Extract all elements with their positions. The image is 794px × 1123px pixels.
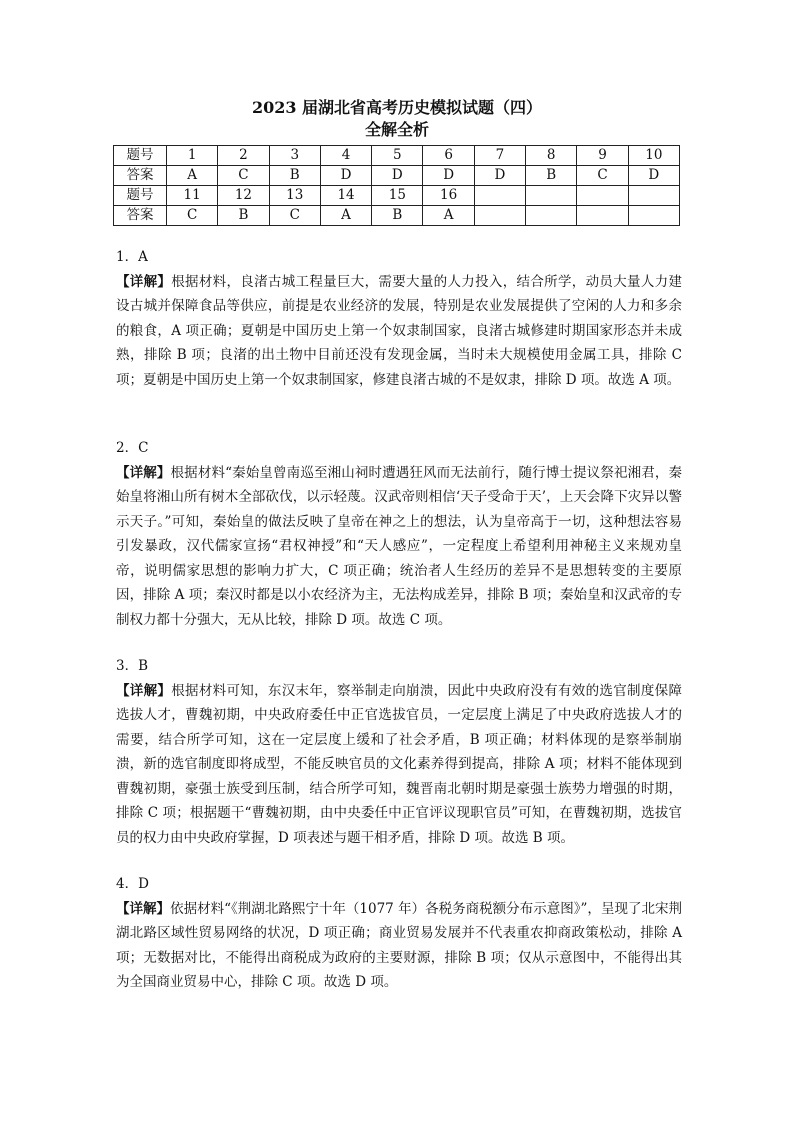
answer-cell: D: [474, 166, 525, 186]
row-label: 答案: [114, 166, 167, 186]
answer-cell: 7: [474, 146, 525, 166]
answer-cell: B: [526, 166, 577, 186]
answer-cell: [577, 206, 628, 226]
answer-table: [113, 145, 680, 226]
answer-cell: D: [320, 166, 371, 186]
answer-cell: B: [218, 206, 269, 226]
answer-cell: 3: [269, 146, 320, 166]
answer-cell: 11: [167, 186, 218, 206]
answer-cell: C: [167, 206, 218, 226]
row-label: 答案: [114, 206, 167, 226]
explanation-text: 根据材料，良渚古城工程量巨大，需要大量的人力投入，结合所学，动员大量人力建设古城并保障食品等供应，前提是农业经济的发展，特别是农业发展提供了空闲的人力和多余的粮食，A 项正确；夏朝是中国历史上第一个奴隶制国家，良渚古城修建时期国家形态并未成熟，排除 B 项；良渚的出土物中目前还没有发现金属，当时未大规模使用金属工具，排除 C 项；夏朝是中国历史上第一个奴隶制国家，修建良渚古城的不是奴隶，排除 D 项。故选 A 项。: [116, 273, 682, 388]
answer-cell: A: [167, 166, 218, 186]
answer-cell: 9: [577, 146, 628, 166]
question-explanation: [116, 270, 682, 393]
answer-cell: [628, 186, 679, 206]
question-explanation: [116, 897, 682, 995]
answer-cell: [628, 206, 679, 226]
explanation-tag: 【详解】: [116, 900, 171, 917]
answer-cell: 6: [423, 146, 474, 166]
question-explanation: [116, 461, 682, 633]
answer-cell: 2: [218, 146, 269, 166]
answer-cell: C: [269, 206, 320, 226]
answer-cell: [526, 206, 577, 226]
answer-cell: A: [320, 206, 371, 226]
answer-cell: 15: [372, 186, 423, 206]
answer-cell: 12: [218, 186, 269, 206]
answer-table-row: [114, 186, 680, 206]
document-title: 2023 届湖北省高考历史模拟试题（四）: [251, 98, 543, 117]
answer-cell: [474, 206, 525, 226]
answer-cell: 16: [423, 186, 474, 206]
answer-cell: D: [628, 166, 679, 186]
answer-cell: 8: [526, 146, 577, 166]
answer-cell: [474, 186, 525, 206]
question-number: 2．C: [116, 440, 149, 456]
explanation-text: 根据材料“秦始皇曾南巡至湘山祠时遭遇狂风而无法前行，随行博士提议祭祀湘君，秦始皇将湘山所有树木全部砍伐，以示轻蔑。汉武帝则相信‘天子受命于天’，上天会降下灾异以警示天子。”可知，秦始皇的做法反映了皇帝在神之上的想法，认为皇帝高于一切，这种想法容易引发暴政，汉代儒家宣扬“君权神授”和“天人感应”，一定程度上希望利用神秘主义来规劝皇帝，说明儒家思想的影响力扩大，C 项正确；统治者人生经历的差异不是思想转变的主要原因，排除 A 项；秦汉时都是以小农经济为主，无法构成差异，排除 B 项；秦始皇和汉武帝的专制权力都十分强大，无从比较，排除 D 项。故选 C 项。: [116, 464, 682, 628]
question-number: 3．B: [116, 658, 149, 674]
answer-cell: D: [372, 166, 423, 186]
document-subtitle: 全解全析: [364, 120, 429, 139]
answer-cell: 1: [167, 146, 218, 166]
answer-cell: 5: [372, 146, 423, 166]
answer-cell: [526, 186, 577, 206]
answer-cell: 4: [320, 146, 371, 166]
answer-table-row: [114, 206, 680, 226]
question-2: [116, 436, 682, 632]
explanation-text: 依据材料“《荆湖北路熙宁十年（1077 年）各税务商税额分布示意图》”，呈现了北宋荆湖北路区域性贸易网络的状况，D 项正确；商业贸易发展并不代表重农抑商政策松动，排除 A 项；无数据对比，不能得出商税成为政府的主要财源，排除 B 项；仅从示意图中，不能得出其为全国商业贸易中心，排除 C 项。故选 D 项。: [116, 900, 683, 990]
answer-cell: B: [269, 166, 320, 186]
question-3: [116, 654, 682, 850]
question-1: [116, 245, 682, 392]
answer-cell: A: [423, 206, 474, 226]
answer-cell: D: [423, 166, 474, 186]
answer-table-row: [114, 146, 680, 166]
question-number: 4．D: [116, 876, 149, 892]
answer-cell: 14: [320, 186, 371, 206]
answer-cell: C: [218, 166, 269, 186]
explanation-tag: 【详解】: [116, 464, 171, 481]
explanation-tag: 【详解】: [116, 273, 172, 290]
answer-cell: 10: [628, 146, 679, 166]
explanation-tag: 【详解】: [116, 682, 172, 699]
answer-cell: C: [577, 166, 628, 186]
explanation-text: 根据材料可知，东汉末年，察举制走向崩溃，因此中央政府没有有效的选官制度保障选拔人才，曹魏初期，中央政府委任中正官选拔官员，一定层度上满足了中央政府选拔人才的需要，结合所学可知，这在一定层度上缓和了社会矛盾，B 项正确；材料体现的是察举制崩溃，新的选官制度即将成型，不能反映官员的文化素养得到提高，排除 A 项；材料不能体现到曹魏初期，豪强士族受到压制，结合所学可知，魏晋南北朝时期是豪强士族势力增强的时期，排除 C 项；根据题干“曹魏初期，由中央委任中正官评议现职官员”可知，在曹魏初期，选拔官员的权力由中央政府掌握，D 项表述与题干相矛盾，排除 D 项。故选 B 项。: [116, 682, 682, 846]
row-label: 题号: [114, 146, 167, 166]
answer-cell: [577, 186, 628, 206]
answer-table-row: [114, 166, 680, 186]
answer-cell: 13: [269, 186, 320, 206]
question-4: [116, 872, 682, 995]
answer-cell: B: [372, 206, 423, 226]
row-label: 题号: [114, 186, 167, 206]
question-explanation: [116, 679, 682, 851]
question-number: 1．A: [116, 249, 148, 265]
